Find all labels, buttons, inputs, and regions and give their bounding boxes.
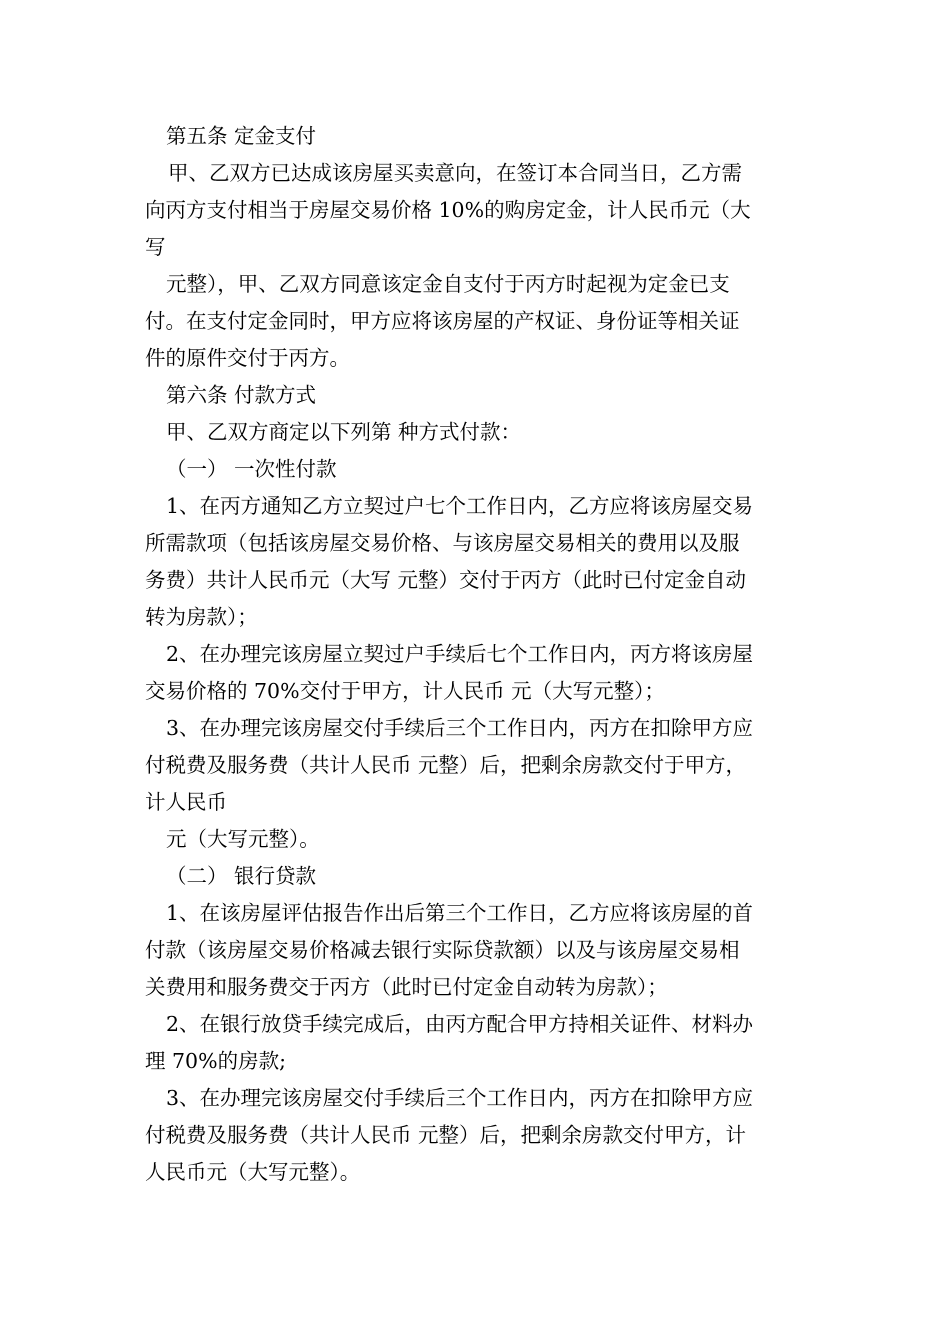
text-line: 元（大写元整）。	[166, 827, 320, 851]
text-line: 2、在银行放贷手续完成后，由丙方配合甲方持相关证件、材料办	[166, 1012, 754, 1036]
text-line: 3、在办理完该房屋交付手续后三个工作日内，丙方在扣除甲方应	[166, 716, 754, 740]
text-line: 3、在办理完该房屋交付手续后三个工作日内，丙方在扣除甲方应	[166, 1086, 754, 1110]
text-line: （二） 银行贷款	[166, 864, 317, 888]
text-line: 转为房款）；	[145, 605, 258, 629]
text-line: 付。在支付定金同时，甲方应将该房屋的产权证、身份证等相关证	[145, 309, 740, 333]
text-line: 向丙方支付相当于房屋交易价格 10%的购房定金，计人民币元（大	[145, 198, 751, 222]
text-line: 付款（该房屋交易价格减去银行实际贷款额）以及与该房屋交易相	[145, 938, 740, 962]
text-line: 2、在办理完该房屋立契过户手续后七个工作日内，丙方将该房屋	[166, 642, 754, 666]
text-line: （一） 一次性付款	[166, 457, 337, 481]
text-line: 第六条 付款方式	[166, 383, 317, 407]
text-line: 元整），甲、乙双方同意该定金自支付于丙方时起视为定金已支	[166, 272, 730, 296]
text-line: 1、在该房屋评估报告作出后第三个工作日，乙方应将该房屋的首	[166, 901, 754, 925]
text-line: 第五条 定金支付	[166, 124, 317, 148]
text-line: 甲、乙双方商定以下列第 种方式付款：	[166, 420, 522, 444]
text-line: 付税费及服务费（共计人民币 元整）后，把剩余房款交付甲方，计	[145, 1123, 747, 1147]
text-line: 所需款项（包括该房屋交易价格、与该房屋交易相关的费用以及服	[145, 531, 740, 555]
text-line: 计人民币	[145, 790, 227, 814]
text-line: 人民币元（大写元整）。	[145, 1160, 361, 1184]
text-line: 写	[145, 235, 166, 259]
text-line: 件的原件交付于丙方。	[145, 346, 350, 370]
text-line: 理 70%的房款;	[145, 1049, 286, 1073]
text-line: 关费用和服务费交于丙方（此时已付定金自动转为房款）；	[145, 975, 668, 999]
text-line: 1、在丙方通知乙方立契过户七个工作日内，乙方应将该房屋交易	[166, 494, 754, 518]
contract-text-body	[145, 118, 815, 1191]
text-line: 务费）共计人民币元（大写 元整）交付于丙方（此时已付定金自动	[145, 568, 747, 592]
text-line: 甲、乙双方已达成该房屋买卖意向，在签订本合同当日，乙方需	[168, 161, 742, 185]
text-line: 交易价格的 70%交付于甲方，计人民币 元（大写元整）；	[145, 679, 665, 703]
text-line: 付税费及服务费（共计人民币 元整）后，把剩余房款交付于甲方，	[145, 753, 747, 777]
